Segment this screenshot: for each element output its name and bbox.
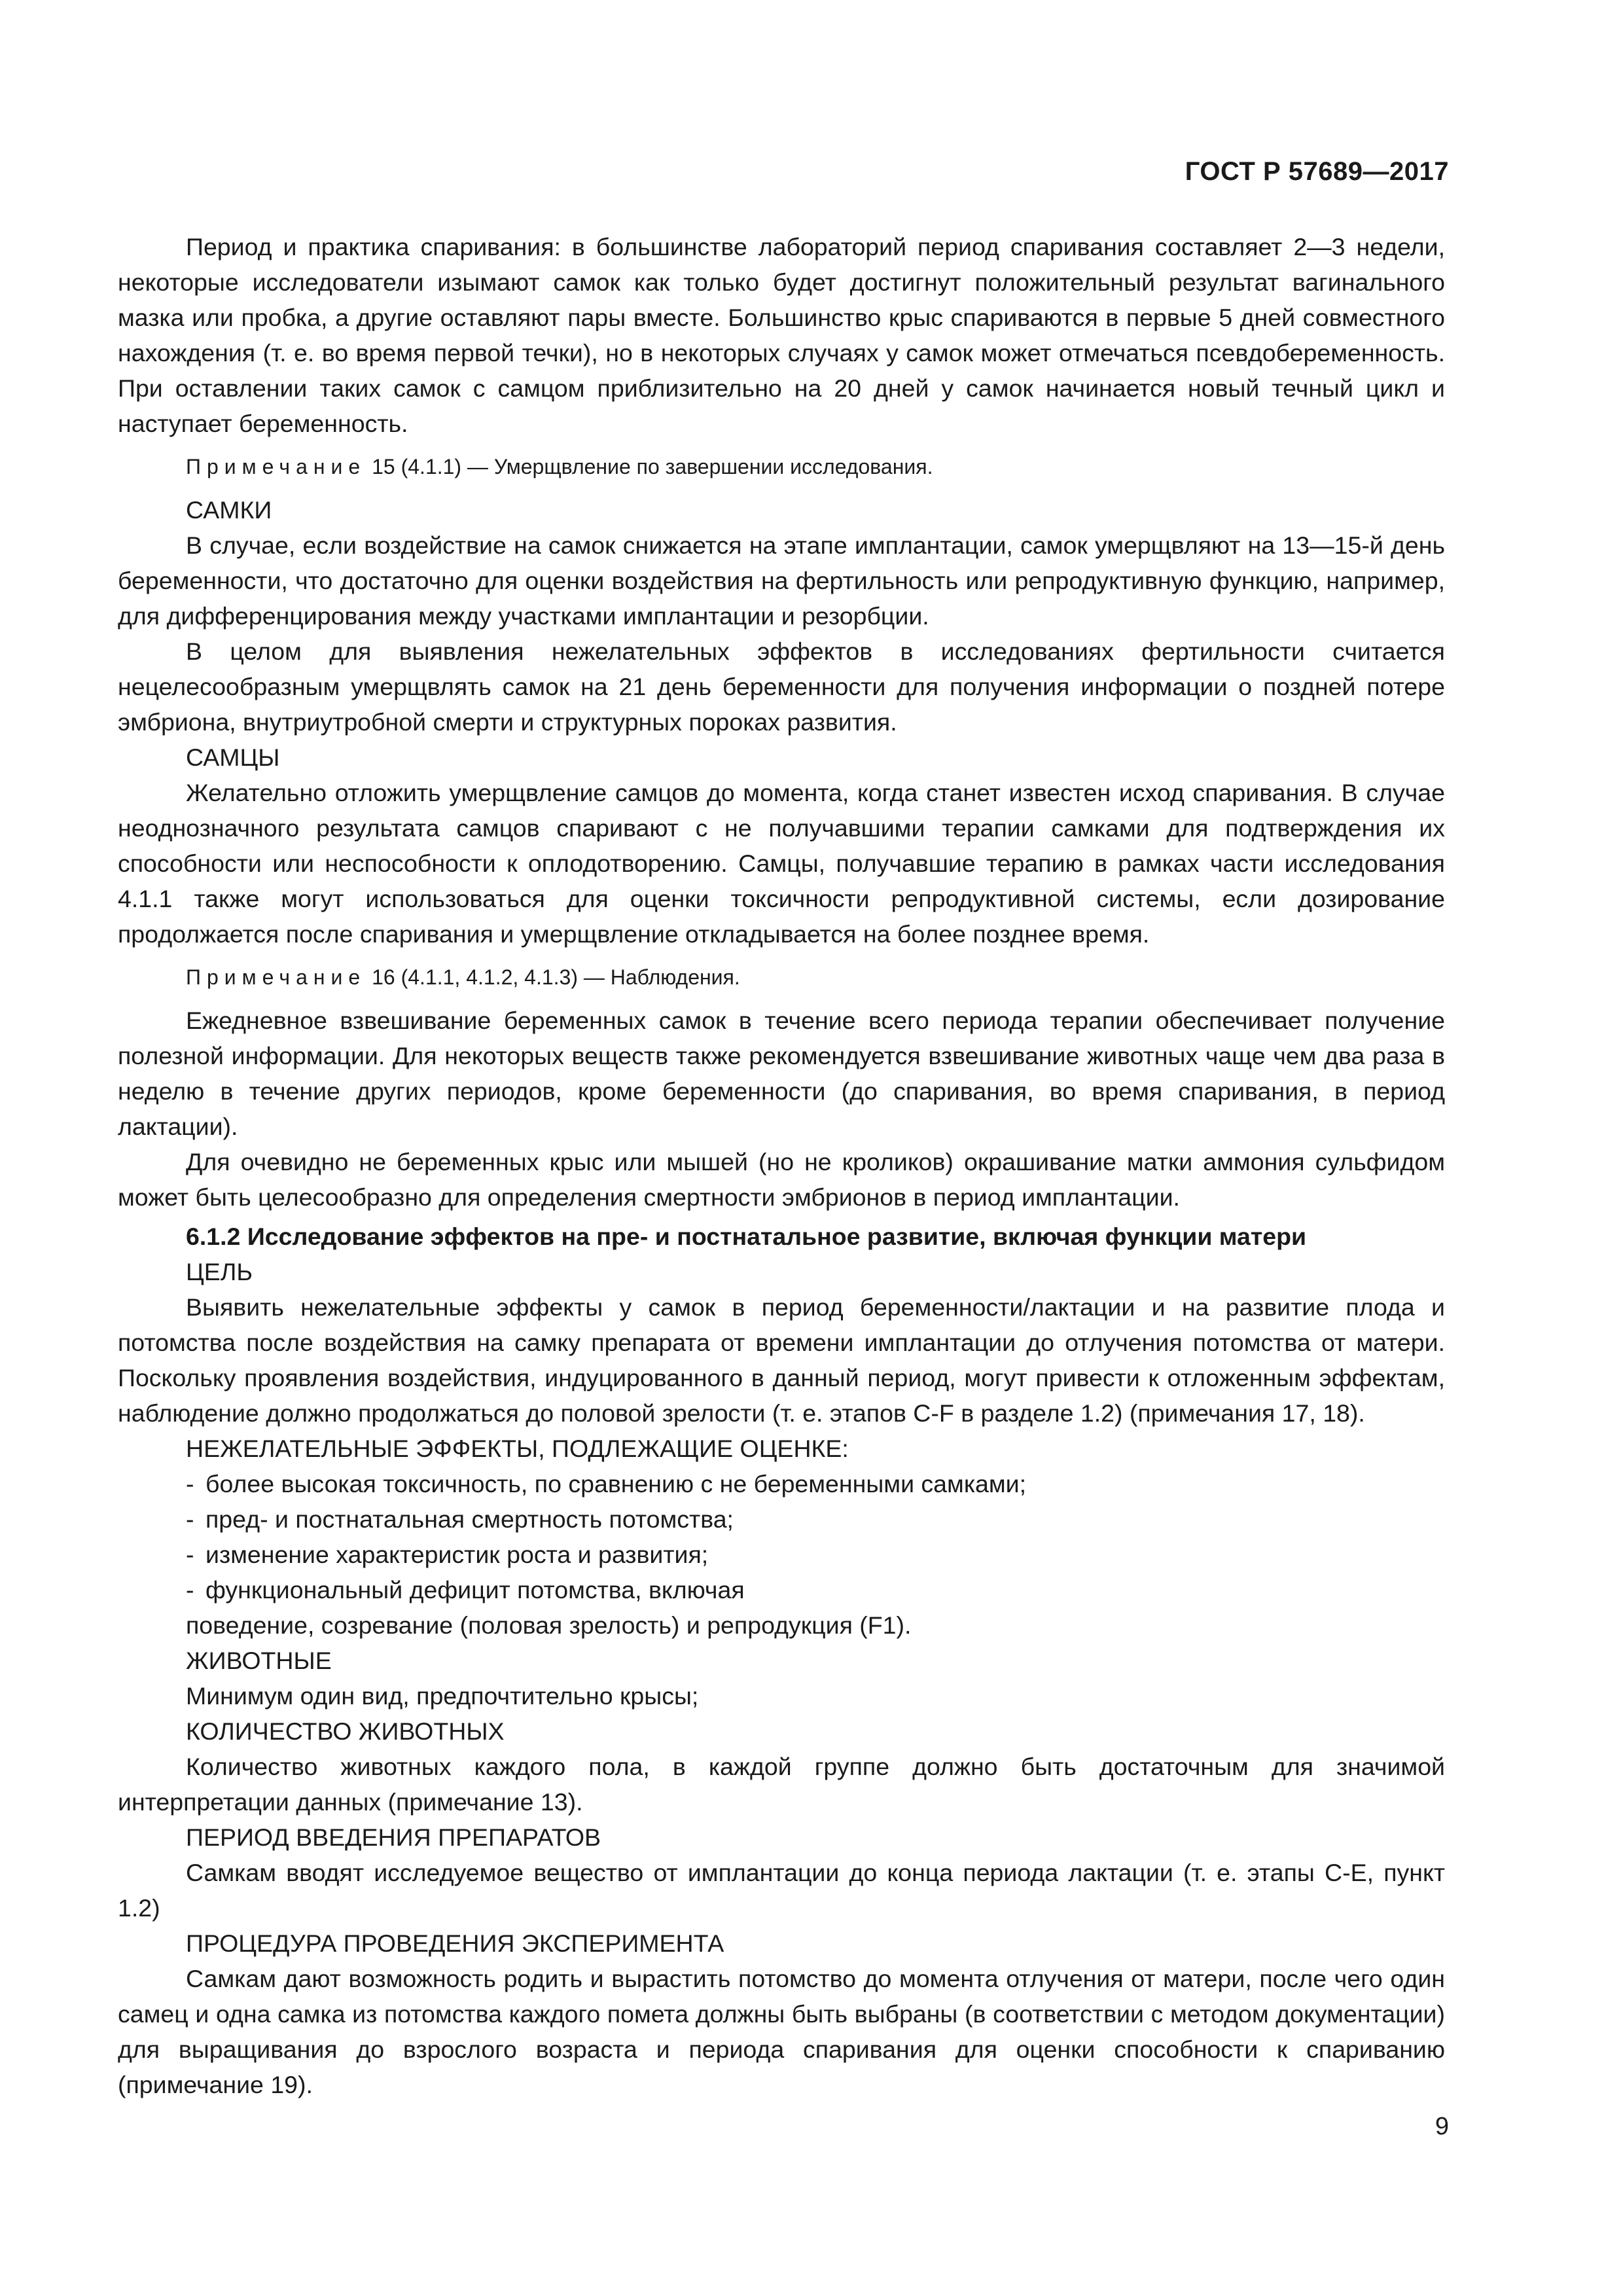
- note-text: 15 (4.1.1) — Умерщвление по завершении исследования.: [366, 455, 933, 478]
- note-label: Примечание: [186, 965, 366, 989]
- note-16: [118, 962, 1445, 992]
- paragraph-procedure: Самкам дают возможность родить и вырастить потомство до момента отлучения от матери, после чего один самец и одна самка из потомства каждого помета должны быть выбраны (в соответствии с методом документации) для выращивания до взрослого возраста и периода спаривания для оценки способности к спариванию (примечание 19).: [118, 1965, 1445, 2098]
- list-item: - более высокая токсичность, по сравнению с не беременными самками;: [186, 1470, 1027, 1498]
- paragraph-goal: Выявить нежелательные эффекты у самок в период беременности/лактации и на развитие плода и потомства после воздействия на самку препарата от времени имплантации до отлучения потомства от матери. Поскольку проявления воздействия, индуцированного в данный период, могут привести к отложенным эффектам, наблюдение должно продолжаться до половой зрелости (т. е. этапов C-F в разделе 1.2) (примечания 17, 18).: [118, 1293, 1445, 1427]
- paragraph-dosing-period: Самкам вводят исследуемое вещество от имплантации до конца периода лактации (т. е. этапы С-Е, пункт 1.2): [118, 1859, 1445, 1922]
- note-label: Примечание: [186, 455, 366, 478]
- heading-goal: ЦЕЛЬ: [186, 1258, 253, 1285]
- list-continuation: поведение, созревание (половая зрелость) и репродукция (F1).: [186, 1611, 912, 1639]
- paragraph-animals: Минимум один вид, предпочтительно крысы;: [186, 1682, 699, 1710]
- section-heading-6-1-2: 6.1.2 Исследование эффектов на пре- и постнатальное развитие, включая функции матери: [186, 1223, 1307, 1250]
- paragraph-animal-count: Количество животных каждого пола, в каждой группе должно быть достаточным для значимой интерпретации данных (примечание 13).: [118, 1753, 1445, 1816]
- heading-females: САМКИ: [186, 496, 272, 524]
- list-item: - функциональный дефицит потомства, включая: [186, 1576, 745, 1604]
- effects-list: [118, 1466, 1445, 1607]
- heading-adverse-effects: НЕЖЕЛАТЕЛЬНЫЕ ЭФФЕКТЫ, ПОДЛЕЖАЩИЕ ОЦЕНКЕ:: [186, 1435, 849, 1462]
- heading-males: САМЦЫ: [186, 744, 280, 771]
- paragraph-mating-period: Период и практика спаривания: в большинстве лабораторий период спаривания составляет 2—3 недели, некоторые исследователи изымают самок как только будет достигнут положительный результат вагинального мазка или пробка, а другие оставляют пары вместе. Большинство крыс спариваются в первые 5 дней совместного нахождения (т. е. во время первой течки), но в некоторых случаях у самок может отмечаться псевдобеременность. При оставлении таких самок с самцом приблизительно на 20 дней у самок начинается новый течный цикл и наступает беременность.: [118, 233, 1445, 437]
- document-body: [118, 229, 1445, 2102]
- paragraph-females-2: В целом для выявления нежелательных эффектов в исследованиях фертильности считается нецелесообразным умерщвлять самок на 21 день беременности для получения информации о поздней потере эмбриона, внутриутробной смерти и структурных пороках развития.: [118, 637, 1445, 736]
- heading-animals: ЖИВОТНЫЕ: [186, 1647, 332, 1674]
- list-item: - пред- и постнатальная смертность потомства;: [186, 1505, 734, 1533]
- note-text: 16 (4.1.1, 4.1.2, 4.1.3) — Наблюдения.: [366, 965, 740, 989]
- heading-procedure: ПРОЦЕДУРА ПРОВЕДЕНИЯ ЭКСПЕРИМЕНТА: [186, 1929, 724, 1957]
- page-number: 9: [1435, 2113, 1449, 2140]
- paragraph-males: Желательно отложить умерщвление самцов до момента, когда станет известен исход спаривания. В случае неоднозначного результата самцов спаривают с не получавшими терапии самками для подтверждения их способности или неспособности к оплодотворению. Самцы, получавшие терапию в рамках части исследования 4.1.1 также могут использоваться для оценки токсичности репродуктивной системы, если дозирование продолжается после спаривания и умерщвление откладывается на более позднее время.: [118, 779, 1445, 948]
- paragraph-weighing: Ежедневное взвешивание беременных самок в течение всего периода терапии обеспечивает получение полезной информации. Для некоторых веществ также рекомендуется взвешивание животных чаще чем два раза в неделю в течение других периодов, кроме беременности (до спаривания, во время спаривания, в период лактации).: [118, 1007, 1445, 1140]
- heading-dosing-period: ПЕРИОД ВВЕДЕНИЯ ПРЕПАРАТОВ: [186, 1823, 601, 1851]
- list-item: - изменение характеристик роста и развития;: [186, 1541, 709, 1568]
- heading-animal-count: КОЛИЧЕСТВО ЖИВОТНЫХ: [186, 1717, 505, 1745]
- paragraph-females-1: В случае, если воздействие на самок снижается на этапе имплантации, самок умерщвляют на 13—15-й день беременности, что достаточно для оценки воздействия на фертильность или репродуктивную функцию, например, для дифференцирования между участками имплантации и резорбции.: [118, 531, 1445, 630]
- note-15: [118, 452, 1445, 482]
- paragraph-staining: Для очевидно не беременных крыс или мышей (но не кроликов) окрашивание матки аммония сульфидом может быть целесообразно для определения смертности эмбрионов в период имплантации.: [118, 1148, 1445, 1211]
- document-code-header: ГОСТ Р 57689—2017: [1185, 157, 1449, 186]
